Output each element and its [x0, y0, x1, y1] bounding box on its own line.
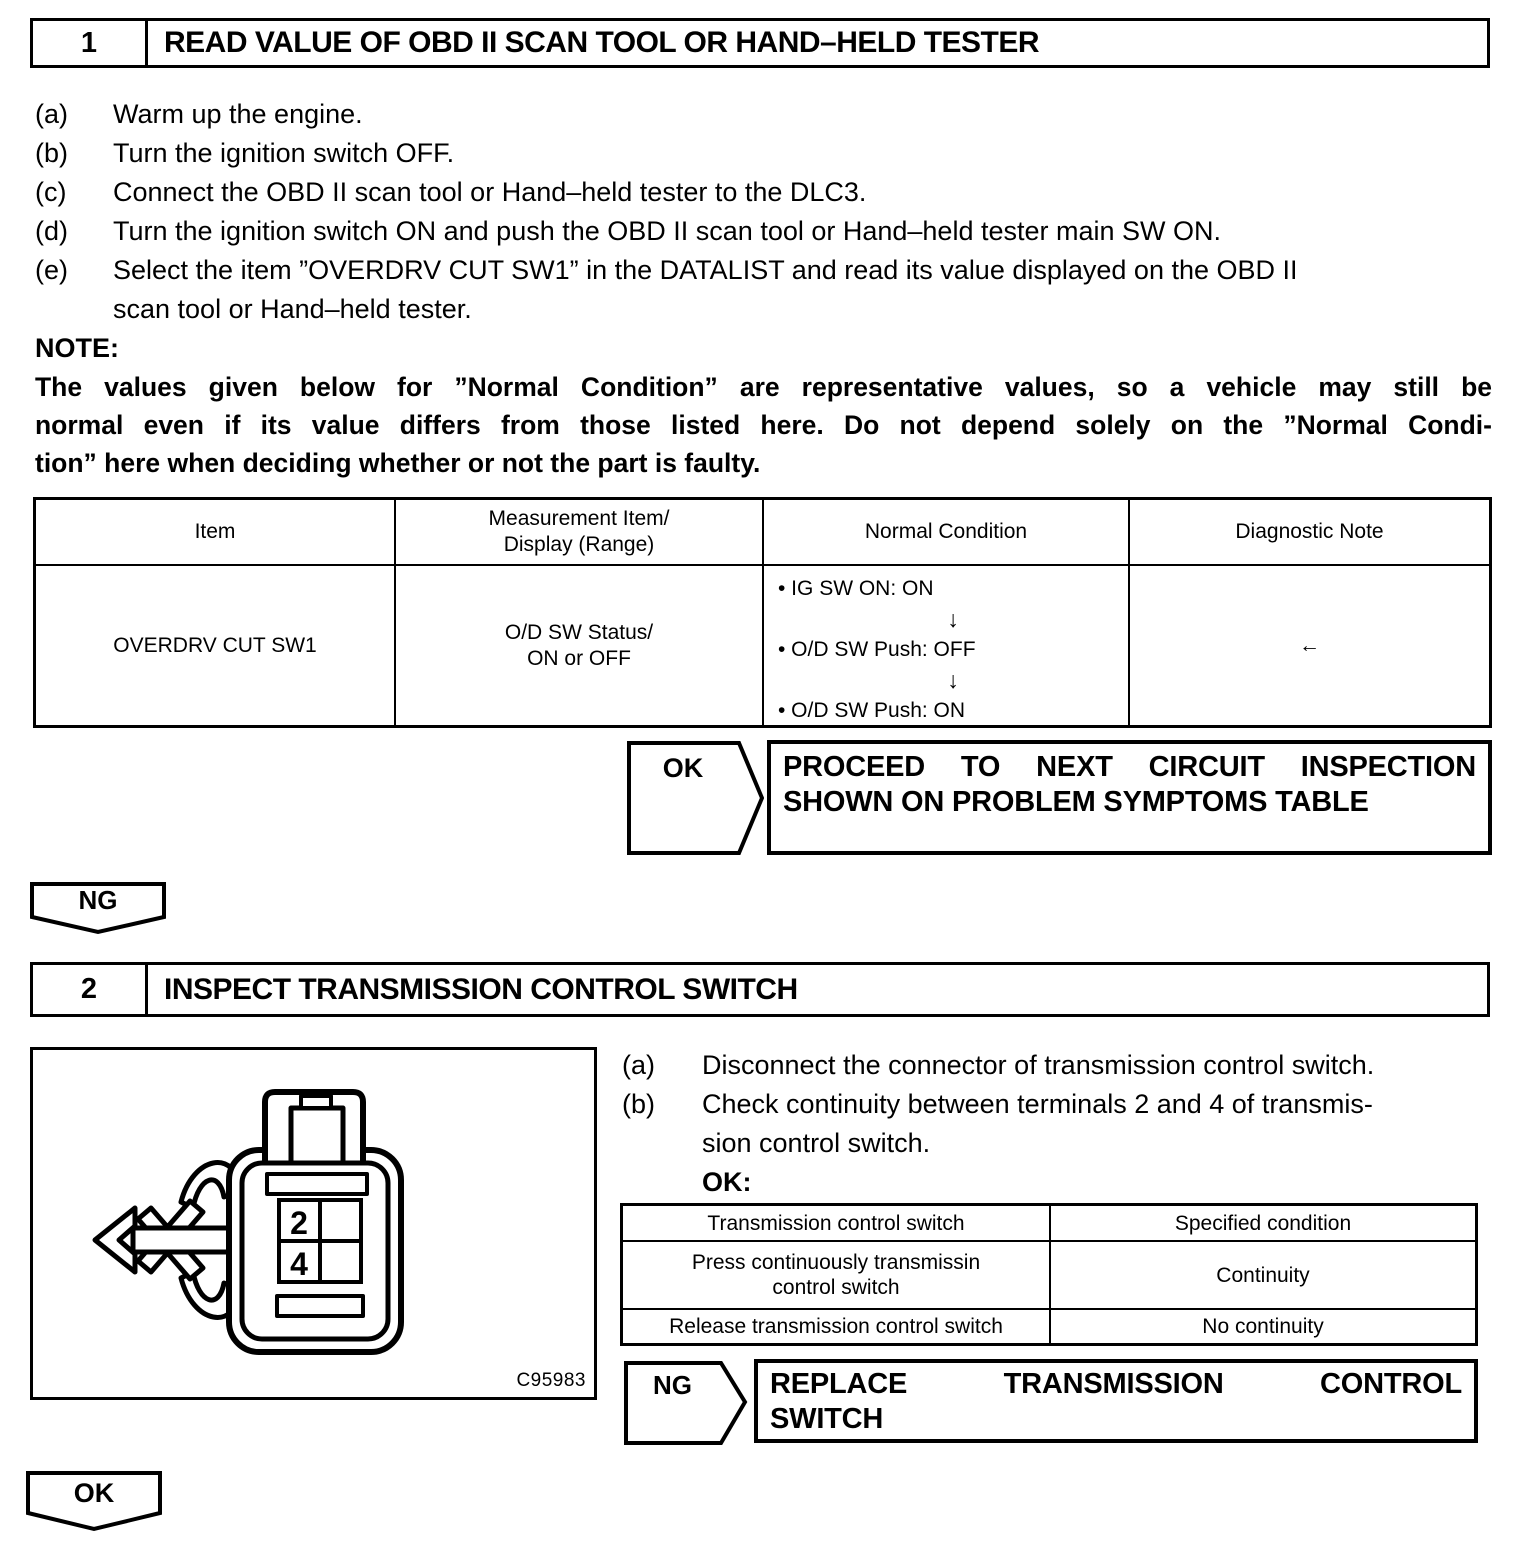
cell-press-condition [623, 1242, 1051, 1310]
col-header-measurement [396, 500, 764, 566]
step-a-label: (a) [35, 99, 68, 129]
cell-release-condition: Release transmission control switch [623, 1310, 1051, 1343]
ng-arrow-label: NG [653, 1370, 692, 1400]
ok-banner [26, 1471, 162, 1533]
step2-b-label: (b) [622, 1089, 655, 1119]
step-d-label: (d) [35, 216, 68, 246]
step-d-text: Turn the ignition switch ON and push the OBD II scan tool or Hand–held tester main SW ON. [113, 216, 1222, 246]
step2-b [622, 1085, 1490, 1124]
step-b-text: Turn the ignition switch OFF. [113, 138, 455, 168]
cell-press-specified: Continuity [1051, 1242, 1475, 1310]
step-e-label: (e) [35, 255, 68, 285]
step-e-text: Select the item ”OVERDRV CUT SW1” in the DATALIST and read its value displayed on the OBD II [113, 255, 1298, 285]
cell-press-condition-line2: control switch [772, 1276, 900, 1299]
cell-measurement-line2: ON or OFF [527, 647, 631, 670]
note-line-2: normal even if its value differs from those listed here. Do not depend solely on the ”Normal Condi- [35, 410, 1492, 440]
col-header-specified: Specified condition [1051, 1206, 1475, 1242]
normal-condition-step-1: • IG SW ON: ON [778, 577, 934, 600]
down-arrow-icon: ↓ [947, 667, 959, 693]
ng-result-line2: SWITCH [770, 1403, 884, 1435]
col-header-condition: Transmission control switch [623, 1206, 1051, 1242]
lock-tab-notch [301, 1096, 331, 1108]
lock-tab-slot [291, 1108, 343, 1162]
ok-spec-heading: OK: [702, 1167, 752, 1197]
section2-number: 2 [33, 965, 148, 1014]
clip-tip [95, 1208, 135, 1272]
step-d [35, 212, 1492, 251]
ok-result-line2: SHOWN ON PROBLEM SYMPTOMS TABLE [783, 786, 1369, 818]
col-header-item: Item [36, 500, 396, 566]
step-b-label: (b) [35, 138, 68, 168]
note-line-1: The values given below for ”Normal Condition” are representative values, so a vehicle may still be [35, 372, 1492, 402]
ok-flow-arrow [627, 741, 764, 855]
ok-arrow-label: OK [662, 753, 704, 783]
step2-b-text: Check continuity between terminals 2 and 4 of transmis- [702, 1089, 1373, 1119]
note-line-3: tion” here when deciding whether or not the part is faulty. [35, 448, 761, 478]
step-a-text: Warm up the engine. [113, 99, 363, 129]
retaining-clip-graphic [95, 1163, 241, 1318]
step-a [35, 95, 1492, 134]
terminal-2-label: 2 [290, 1205, 308, 1241]
step2-a [622, 1046, 1490, 1085]
down-arrow-icon: ↓ [947, 606, 959, 632]
cell-measurement-line1: O/D SW Status/ [504, 621, 654, 644]
cell-normal-condition [764, 566, 1130, 726]
section1-title: READ VALUE OF OBD II SCAN TOOL OR HAND–HELD TESTER [164, 26, 1040, 59]
ng-result-box [754, 1359, 1478, 1443]
step-e [35, 251, 1492, 290]
datalist-table [33, 497, 1492, 728]
step2-a-label: (a) [622, 1050, 655, 1080]
cell-press-condition-line1: Press continuously transmissin [691, 1251, 981, 1274]
step-c-label: (c) [35, 177, 67, 207]
ng-banner [30, 882, 166, 935]
continuity-table [620, 1203, 1478, 1346]
cell-item: OVERDRV CUT SW1 [36, 566, 396, 726]
section2-title: INSPECT TRANSMISSION CONTROL SWITCH [164, 972, 798, 1006]
cell-measurement [396, 566, 764, 726]
connector-diagram [33, 1050, 594, 1397]
clip-shaft [133, 1228, 233, 1252]
col-header-measurement-line1: Measurement Item/ [488, 507, 670, 530]
step2-a-text: Disconnect the connector of transmission control switch. [702, 1050, 1375, 1080]
section1-header [30, 18, 1490, 68]
step-c-text: Connect the OBD II scan tool or Hand–held tester to the DLC3. [113, 177, 867, 207]
section2-steps [622, 1046, 1490, 1202]
left-arrow-icon: ← [1299, 634, 1320, 657]
ng-banner-label: NG [78, 885, 118, 915]
ng-result-line1: REPLACE TRANSMISSION CONTROL [770, 1368, 1462, 1400]
step2-b-continuation: sion control switch. [702, 1128, 931, 1158]
step-c [35, 173, 1492, 212]
normal-condition-step-3: • O/D SW Push: ON [778, 699, 966, 722]
ok-result-box [767, 740, 1492, 855]
col-header-normal-condition: Normal Condition [764, 500, 1130, 566]
terminal-4-label: 4 [290, 1246, 308, 1282]
cell-release-specified: No continuity [1202, 1315, 1324, 1338]
ok-banner-label: OK [73, 1478, 115, 1508]
connector-figure [30, 1047, 597, 1400]
note-label: NOTE: [35, 333, 119, 363]
step-e-continuation: scan tool or Hand–held tester. [113, 294, 472, 324]
normal-condition-step-2: • O/D SW Push: OFF [778, 638, 976, 661]
step-b [35, 134, 1492, 173]
ok-result-line1: PROCEED TO NEXT CIRCUIT INSPECTION [783, 751, 1476, 783]
section1-number: 1 [33, 21, 148, 65]
section2-header [30, 962, 1490, 1017]
col-header-measurement-line2: Display (Range) [503, 533, 655, 556]
figure-code: C95983 [516, 1370, 586, 1391]
section1-steps [35, 95, 1492, 482]
col-header-diagnostic-note: Diagnostic Note [1130, 500, 1489, 566]
ng-flow-arrow [624, 1361, 748, 1445]
